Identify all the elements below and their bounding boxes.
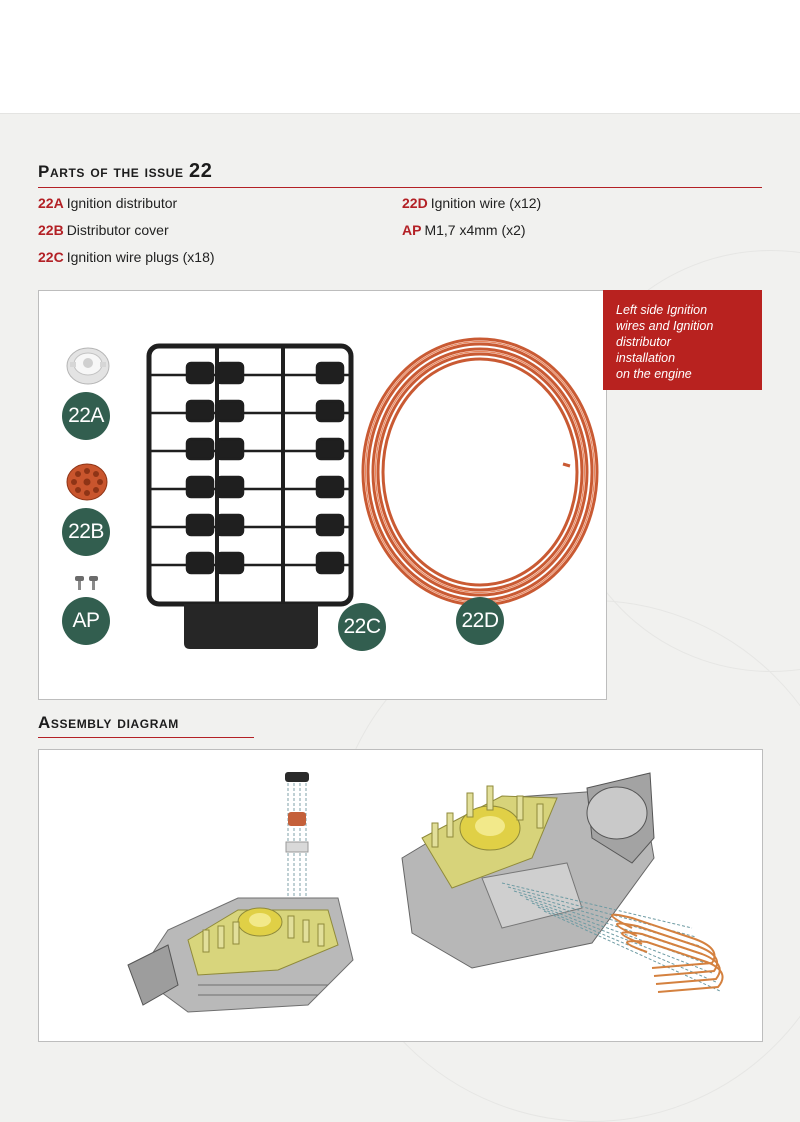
wire-plug (187, 439, 213, 459)
wire-plug (317, 363, 343, 383)
assembly-title-rule (38, 737, 254, 738)
part-code: 22C (38, 249, 64, 265)
wire-plug (217, 439, 243, 459)
part-item-22b (38, 222, 169, 238)
parts-section-title (38, 160, 212, 183)
parts-title-text: Parts of the issue (38, 162, 184, 181)
note-line: installation (616, 351, 676, 365)
badge-22c: 22C (338, 603, 386, 651)
wire-plug (317, 553, 343, 573)
badge-22d: 22D (456, 597, 504, 645)
wire-plug (217, 401, 243, 421)
part-code: 22B (38, 222, 64, 238)
wire-plug (187, 363, 213, 383)
ignition-wire-coil-image (358, 334, 602, 612)
page-header-band (0, 0, 800, 114)
part-label: M1,7 x4mm (x2) (424, 222, 526, 238)
distributor-cover-image (64, 462, 110, 502)
part-label: Distributor cover (66, 222, 169, 238)
distributor-part-image (64, 342, 112, 386)
part-item-22a (38, 195, 177, 211)
part-code: AP (402, 222, 422, 238)
part-label: Ignition distributor (66, 195, 178, 211)
wire-plug (187, 553, 213, 573)
issue-number: 22 (188, 160, 213, 182)
wire-plug (187, 515, 213, 535)
installation-note-box (603, 290, 762, 390)
wire-plug (317, 439, 343, 459)
note-line: on the engine (616, 367, 692, 381)
wire-plug (217, 515, 243, 535)
badge-22a: 22A (62, 392, 110, 440)
engine-illustration-right (392, 768, 732, 1030)
part-item-22d (402, 195, 541, 211)
screws-image (74, 575, 100, 591)
part-label: Ignition wire plugs (x18) (66, 249, 215, 265)
badge-22b: 22B (62, 508, 110, 556)
part-code: 22D (402, 195, 428, 211)
wire-plug (217, 477, 243, 497)
assembly-section-title (38, 713, 179, 733)
part-item-ap (402, 222, 526, 238)
wire-plug (317, 477, 343, 497)
part-code: 22A (38, 195, 64, 211)
wire-plug (317, 401, 343, 421)
parts-title-rule (38, 187, 762, 188)
note-line: Left side Ignition (616, 303, 708, 317)
wire-plugs-sprue-image (146, 343, 356, 653)
wire-plug (317, 515, 343, 535)
wire-plug (187, 401, 213, 421)
badge-ap: AP (62, 597, 110, 645)
engine-illustration-left (128, 770, 363, 1032)
wire-plug (217, 553, 243, 573)
wire-plug (217, 363, 243, 383)
note-line: distributor (616, 335, 671, 349)
assembly-title-text: Assembly diagram (38, 713, 179, 732)
part-label: Ignition wire (x12) (430, 195, 542, 211)
wire-plug (187, 477, 213, 497)
note-line: wires and Ignition (616, 319, 714, 333)
part-item-22c (38, 249, 215, 265)
